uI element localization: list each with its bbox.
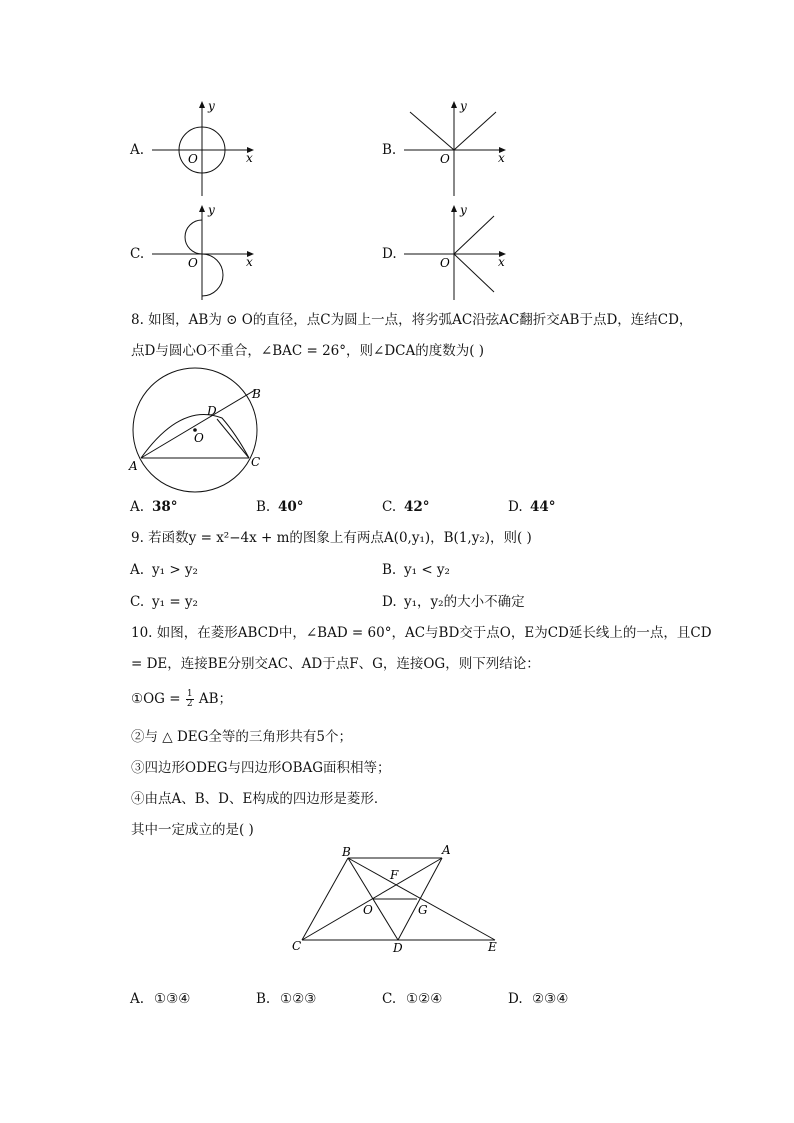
q10-option-c-letter: C. (382, 991, 397, 1007)
q10-option-a-text: ①③④ (154, 991, 191, 1007)
q8-option-c-text: 42° (404, 499, 430, 515)
c1-denominator: 2 (186, 699, 193, 709)
q9-option-a-letter: A. (130, 562, 145, 578)
q10-option-a-letter: A. (130, 991, 145, 1007)
q10-conclusion-1 (131, 689, 232, 709)
q10-stem-line-1: 10. 如图，在菱形ABCD中，∠BAD = 60°，AC与BD交于点O，E为CD延长线上的一点，且CD (131, 625, 712, 641)
c1-suffix: AB； (198, 691, 233, 707)
point-o-label: O (194, 431, 204, 445)
q8-stem-line-1: 8. 如图，AB为 ⊙ O的直径，点C为圆上一点，将劣弧AC沿弦AC翻折交AB于点D，连结CD， (131, 312, 693, 328)
q10-option-d-letter: D. (508, 991, 523, 1007)
q8-option-d-text: 44° (530, 499, 556, 515)
point-e-label: E (488, 940, 497, 954)
point-d-label: D (207, 404, 217, 418)
q7-option-a-graph (150, 96, 260, 200)
x-axis-label: x (498, 255, 505, 269)
q9-option-d-text: y₁，y₂的大小不确定 (404, 594, 525, 610)
point-b-label: B (342, 845, 351, 859)
point-o-label: O (363, 903, 373, 917)
q9-option-a-text: y₁ > y₂ (152, 562, 198, 578)
q7-option-d-letter: D. (382, 246, 397, 262)
q10-conclusion-2: ②与 △ DEG全等的三角形共有5个； (131, 729, 353, 745)
origin-label: O (440, 152, 450, 166)
q9-stem: 9. 若函数y = x²−4x + m的图象上有两点A(0,y₁)，B(1,y₂)，则( ) (131, 530, 532, 546)
q7-option-b-letter: B. (382, 142, 397, 158)
q9-option-b-text: y₁ < y₂ (404, 562, 450, 578)
q9-option-c-letter: C. (130, 594, 145, 610)
q10-option-c-text: ①②④ (406, 991, 443, 1007)
point-c-label: C (251, 455, 261, 469)
point-d-label: D (393, 941, 403, 955)
y-axis-label: y (208, 203, 215, 217)
q10-option-b-letter: B. (256, 991, 271, 1007)
q8-option-a-letter: A. (130, 499, 145, 515)
point-g-label: G (418, 903, 428, 917)
y-axis-label: y (460, 99, 467, 113)
q7-option-d-graph (402, 200, 512, 304)
x-axis-label: x (246, 255, 253, 269)
point-b-label: B (252, 387, 261, 401)
q8-option-c-letter: C. (382, 499, 397, 515)
point-a-label: A (129, 459, 138, 473)
point-a-label: A (442, 843, 451, 857)
origin-label: O (440, 256, 450, 270)
q7-option-c-letter: C. (130, 246, 145, 262)
q10-conclusion-3: ③四边形ODEG与四边形OBAG面积相等； (131, 760, 391, 776)
y-axis-label: y (208, 99, 215, 113)
q10-conclusion-4: ④由点A、B、D、E构成的四边形是菱形． (131, 791, 388, 807)
q9-option-b-letter: B. (382, 562, 397, 578)
q8-option-a-text: 38° (152, 499, 178, 515)
x-axis-label: x (246, 151, 253, 165)
q10-option-b-text: ①②③ (280, 991, 317, 1007)
q8-stem-line-2: 点D与圆心O不重合，∠BAC = 26°，则∠DCA的度数为( ) (131, 343, 485, 359)
c1-numerator: 1 (186, 689, 193, 699)
q9-option-d-letter: D. (382, 594, 397, 610)
origin-label: O (188, 152, 198, 166)
point-f-label: F (390, 868, 399, 882)
q7-option-b-graph (402, 96, 512, 200)
q8-option-d-letter: D. (508, 499, 523, 515)
q9-option-c-text: y₁ = y₂ (152, 594, 198, 610)
y-axis-label: y (460, 203, 467, 217)
origin-label: O (188, 256, 198, 270)
q7-option-a-letter: A. (130, 142, 145, 158)
q8-option-b-letter: B. (256, 499, 271, 515)
x-axis-label: x (498, 151, 505, 165)
q8-option-b-text: 40° (278, 499, 304, 515)
q7-option-c-graph (150, 200, 260, 304)
c1-prefix: ①OG = (131, 691, 181, 707)
point-c-label: C (292, 939, 302, 953)
q10-stem-line-2: = DE，连接BE分别交AC、AD于点F、G，连接OG，则下列结论： (131, 656, 540, 672)
q8-circle-figure (126, 382, 276, 482)
q10-rhombus-figure (290, 840, 510, 960)
q10-option-d-text: ②③④ (532, 991, 569, 1007)
q10-ask: 其中一定成立的是( ) (131, 822, 254, 838)
c1-fraction (186, 690, 194, 709)
